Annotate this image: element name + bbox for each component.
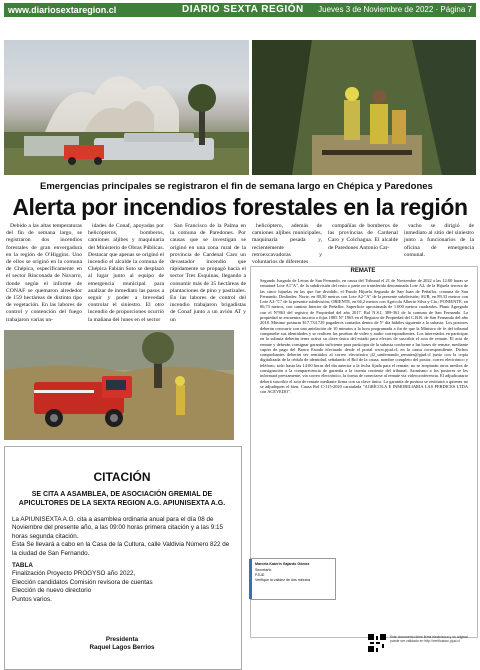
remate-body: Segundo Juzgado de Letras de San Fernando, en causa del Tribunal el 21 de Noviembre de 2022 a las 12:00 horas se rematará Lote A1"A", de la subdivisión del resto o parte no transferida denominada Lote A2, de la Hijuela tercera de las cinco hijuelas en las que fue dividido, el Fundo Hijuela Segunda de San Juan de Peñaflor, comuna de San Fernando. Deslindes: Norte, en 80,30 metros con Lote A2-"A" de la presente subdivisión; SUR, en 89,33 metros con Lote A2-"C" de la presente subdivisión; ORIENTE, en 66,2 metros con Agrícola Alberto Silva y Cía.; PONIENTE, en 86,73 metros, con camino Interior de Peñaflor. Superficie aproximada de 1.000 metros cuadrados. Plano Agregado con el N°863 del registro de Propiedad del año 2017. Rol N.S.I. 389-361 de la comuna de San Fernando. La propiedad se encuentra inscrita a fojas 1885 N° 1963 en el Registro de Propiedad del C.B.R. de San Fernando del año 2018. Mínimo posturas $17.734.729 pagaderos contados dentro de 5° día hábiles siguiente a la subasta. Los postores deberán concurrir con una antelación de 10 minutos a la hora programada a fin de que la Ministro de fe del tribunal compruebe sus identidades y se realicen las pruebas de video y audio correspondientes. Los interesados en participar en la subasta deberán tener activa su clave única del estado para efectos de suscribir el acta de remate. El acta de remate y deberán consignar garantía suficiente para participar de la subasta conforme a las bases de remate, mediante cupón de pago del Banco Estado efectuado desde el portal www.pjud.cl, en la causa correspondiente. Dichos comprobantes deberán ser remitidos al correo electrónico jl2_sanfernando_remates@pjud.cl junto con la copia digitalizada de la cédula de identidad, señalando el Rol de la causa, nombre completo del postor, correo electrónico y teléfono, todo hasta las 14:00 horas del día anterior a la fecha fijada para el remate; no se aceptarán otros medios de consignación a la comparecencia de garantía a la cuenta corriente del tribunal. Asimismo a los postores se les informará previamente, vía correo electrónico, la forma de conectarse al remate vía videoconferencia. El adjudicatario deberá suscribir el acta de remate mediante firma con su clave única. La garantía de postura se restituirá a quienes no se adjudiquen el bien. Causa Rol C-115-2020 caratulada "AGRÍCOLA E INMOBILIARIA LAS PERDICES LTDA con ACEVEDO". [260,278,468,395]
citacion-paragraph-2: Esta Se llevará a cabo en la Casa de la Cultura, calle Valdivia Número 822 de la ciudad de San Fernando. [12,541,230,557]
page-header [4,3,476,17]
citacion-signature [4,636,240,652]
photo-caption: Emergencias principales se registraron el fin de semana largo en Chépica y Paredones [40,181,433,192]
article-column-4: helicóptero, además de camiones aljibes municipales, maquinaria pesada y, recientemente retroexcavadoras y voluntarios de diferentes [252,223,322,266]
article-column-1: Debido a las altas temperaturas del fin de semana largo, se registraron dos incendios forestales de gran envergadura en la región de O'Higgins. Uno de ellos se originó en la comuna de Chépica, específicamente en el sector Rinconada de Navarro, donde según el informe de CONAF se quemaron alrededor de 159 hectáreas de distinto tipo de vegetación. En las labores de control y contención del fuego trabajaron varias un- [6,223,82,323]
qr-code-icon[interactable] [368,634,386,652]
signer-name: Raquel Lagos Berrios [89,644,155,651]
fire-smoke-photo [4,40,249,175]
article-column-2: idades de Conaf, apoyadas por helicópteros, bomberos, camiones aljibes y maquinaria del Ministerio de Obras Públicas. Destacar que apenas se originó el incendio el alcalde la comuna de Chépica Fabián Soto se desplazó al lugar junto al equipo de emergencia municipal para analizar de inmediato las pasos a seguir y poder a brevedad controlar el siniestro. El otro incendio de proporciones ocurrió la mañana del lunes en el sector [88,223,164,323]
citacion-agenda [12,562,234,604]
article-column-3: San Francisco de la Palma en la comuna de Paredones. Por causas que se investigan se originó en una zona rural de la provincia de Cardenal Caro un devastador incendio que rápidamente se propagó hacia el sector Tres Esquinas, llegando a consumir más de 35 hectáreas de plantaciones de pino y pastizales. En las labores de control del incendio trabajaron brigadistas de Conaf junto a un avión AT y un [170,223,246,323]
agenda-item: Elección de nuevo directorio [12,587,92,595]
notary-note: Verifique la validez de dos minutos [255,578,311,582]
verification-text: Este documento tiene firma electrónica y su original puede ser validado en http://verificadoc.pjud.cl [390,635,468,644]
citacion-subtitle: SE CITA A ASAMBLEA, DE ASOCIACIÓN GREMIAL DE APICULTORES DE LA SEXTA REGION A.G. APIUNISEXTA A.G. [18,491,226,507]
citacion-title: CITACIÓN [93,470,151,484]
signer-role: Presidenta [105,636,139,643]
signature-stripe [249,559,252,599]
article-column-5: compañías de bomberos de las provincias de Cardenal Caro y Colchagua. El alcalde de Paredones Antonio Car- [328,223,398,251]
agenda-item: Puntos varios. [12,595,52,603]
issue-date: Jueves 3 de Noviembre de 2022 · Página 7 [318,5,472,14]
notary-name: Marcela Katerin Gajardo Gómez [255,562,310,566]
notary-signature-box [250,558,336,600]
firefighters-photo [252,40,476,175]
agenda-title: TABLA [12,562,33,569]
citacion-body [12,516,234,558]
citacion-paragraph-1: La APIUNISEXTA A.G. cita a asamblea ordinaria anual para el día 08 de Noviembre del presente año, a las 09:00 horas primera citación y a las 9:15 horas segunda citación. [12,516,224,540]
notary-place: PJUD [255,573,265,577]
fire-truck-photo [4,330,234,440]
headline: Alerta por incendios forestales en la región [12,194,468,220]
notary-role: Secretario [255,568,272,572]
article-column-6: vacho se dirigió de inmediato al sitio del siniestro junto a funcionarios de la oficina de emergencia comunal. [404,223,474,258]
agenda-item: Finalización Proyecto PROGYSO año 2022, [12,570,136,578]
remate-title: REMATE [350,268,376,274]
agenda-item: Elección candidatos Comisión revisora de cuentas [12,578,153,586]
site-url[interactable]: www.diariosextaregion.cl [8,5,117,15]
section-title: DIARIO SEXTA REGIÓN [182,4,304,15]
